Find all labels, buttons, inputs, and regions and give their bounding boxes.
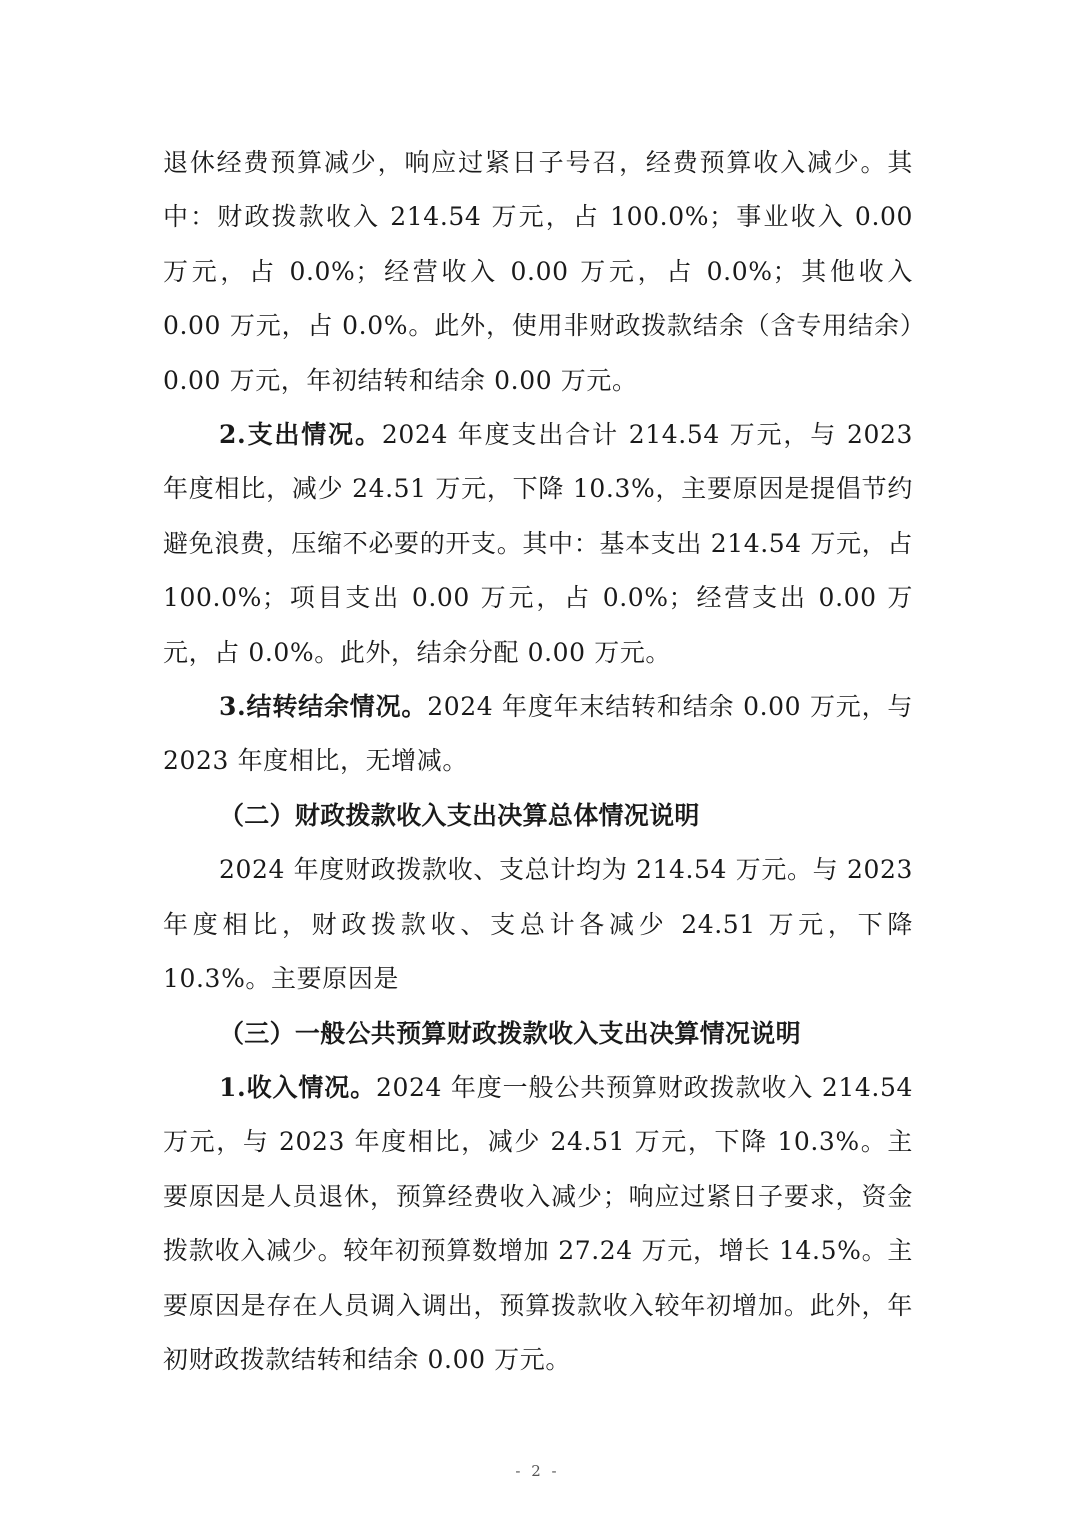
paragraph-text: 2024 年度年末结转和结余 0.00 万元，与 2023 年度相比，无增减。	[163, 692, 914, 776]
paragraph-lead: 1.收入情况。	[219, 1072, 376, 1102]
paragraph-expenditure	[163, 408, 913, 680]
paragraph-carryover	[163, 680, 913, 789]
paragraph-text: 2024 年度支出合计 214.54 万元，与 2023 年度相比，减少 24.51 万元，下降 10.3%，主要原因是提倡节约避免浪费，压缩不必要的开支。其中：基本支出 214.54 万元，占 100.0%；项目支出 0.00 万元，占 0.0%；经营支出 0.00 万元，占 0.0%。此外，结余分配 0.00 万元。	[163, 420, 913, 667]
paragraph-text: 2024 年度一般公共预算财政拨款收入 214.54 万元，与 2023 年度相比，减少 24.51 万元，下降 10.3%。主要原因是人员退休，预算经费收入减少；响应过紧日子要求，资金拨款收入减少。较年初预算数增加 27.24 万元，增长 14.5%。主要原因是存在人员调入调出，预算拨款收入较年初增加。此外，年初财政拨款结转和结余 0.00 万元。	[163, 1072, 913, 1374]
document-body	[163, 136, 913, 1387]
paragraph-lead: 3.结转结余情况。	[219, 692, 428, 722]
paragraph-fiscal-overview	[163, 843, 913, 1006]
page-number: - 2 -	[515, 1462, 560, 1480]
section-heading-general-budget: （三）一般公共预算财政拨款收入支出决算情况说明	[219, 1018, 801, 1048]
paragraph-income-continuation	[163, 136, 913, 408]
section-heading-fiscal-overview: （二）财政拨款收入支出决算总体情况说明	[219, 800, 700, 830]
paragraph-text: 退休经费预算减少，响应过紧日子号召，经费预算收入减少。其中：财政拨款收入 214.54 万元，占 100.0%；事业收入 0.00 万元，占 0.0%；经营收入 0.00 万元，占 0.0%；其他收入 0.00 万元，占 0.0%。此外，使用非财政拨款结余（含专用结余）0.00 万元，年初结转和结余 0.00 万元。	[163, 148, 913, 395]
paragraph-lead: 2.支出情况。	[219, 420, 382, 450]
paragraph-text: 2024 年度财政拨款收、支总计均为 214.54 万元。与 2023 年度相比，财政拨款收、支总计各减少 24.51 万元，下降 10.3%。主要原因是	[163, 855, 913, 994]
paragraph-general-budget-income	[163, 1061, 913, 1387]
